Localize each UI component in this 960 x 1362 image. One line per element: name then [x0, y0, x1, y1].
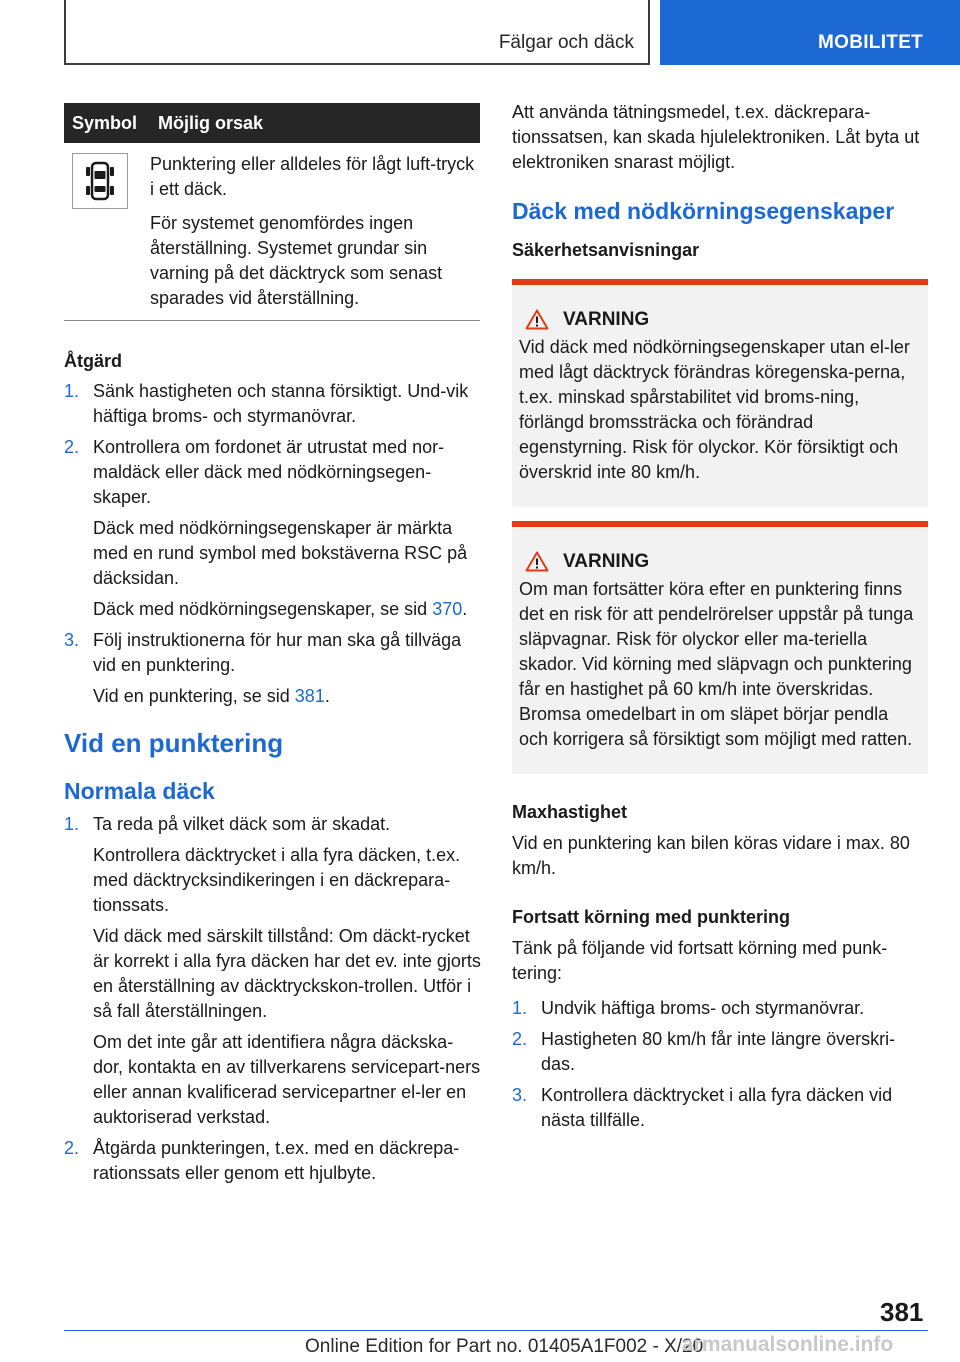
- cause-text-2: För systemet genomfördes ingen återställning. Systemet grundar sin varning på det däcktryck som senast sparades vid återställning.: [150, 213, 443, 308]
- step-text: Ta reda på vilket däck som är skadat.: [93, 814, 391, 834]
- max-speed-heading: Maxhastighet: [512, 802, 628, 822]
- list-item: [64, 1136, 482, 1186]
- table-head-symbol: Symbol: [64, 103, 150, 143]
- header-chapter-tab[interactable]: MOBILITET: [660, 0, 960, 65]
- step-text: Kontrollera om fordonet är utrustat med nor-maldäck eller däck med nödkörningsegen-skaper.: [93, 437, 445, 507]
- warning-box-1: [512, 279, 928, 507]
- page-number: 381: [880, 1297, 924, 1327]
- watermark: armanualsonline.info: [682, 1333, 894, 1356]
- flat-steps: [64, 812, 482, 1186]
- step-text: Hastigheten 80 km/h får inte längre överskri-das.: [541, 1029, 896, 1074]
- tire-pressure-car-icon: [72, 153, 128, 209]
- warning-header: [519, 549, 922, 574]
- table-head-cause: Möjlig orsak: [150, 103, 480, 143]
- step-number: 2.: [64, 1138, 80, 1158]
- page-link-370[interactable]: 370: [432, 599, 463, 619]
- step-number: 1.: [512, 998, 528, 1018]
- runflat-heading: Däck med nödkörningsegenskaper: [512, 198, 895, 224]
- continued-steps: [512, 996, 928, 1133]
- warning-triangle-icon: [525, 309, 549, 330]
- warning-label: VARNING: [563, 551, 650, 572]
- header-rule-left: [64, 0, 66, 64]
- continued-driving-heading: Fortsatt körning med punktering: [512, 907, 791, 927]
- step-number: 3.: [512, 1085, 528, 1105]
- list-item: [512, 1027, 928, 1077]
- step-number: 1.: [64, 381, 80, 401]
- cause-cell: [150, 143, 480, 321]
- header-section-title: Fälgar och däck: [498, 32, 634, 53]
- table-row: [64, 143, 480, 321]
- sealant-intro: Att använda tätningsmedel, t.ex. däckrepara-tionssatsen, kan skada hjulelektroniken. Låt byta ut elektroniken snarast möjligt.: [512, 102, 920, 172]
- ref-text: Vid en punktering, se sid: [93, 686, 295, 706]
- warning-header: [519, 307, 922, 332]
- step-text: Vid däck med särskilt tillstånd: Om däckt-rycket är korrekt i alla fyra däcken har det ev. inte gjorts en återställning av däcktryckskon-trollen. Utför i så fall återställningen.: [93, 926, 481, 1021]
- warning-triangle-icon: [525, 551, 549, 572]
- step-text: Kontrollera däcktrycket i alla fyra däcken, t.ex. med däcktrycksindikeringen i en däckrepara-tionssats.: [93, 845, 461, 915]
- list-item: [64, 812, 482, 1130]
- step-text: Sänk hastigheten och stanna försiktigt. Und-vik häftiga broms- och styrmanövrar.: [93, 381, 469, 426]
- safety-heading: Säkerhetsanvisningar: [512, 240, 700, 260]
- list-item: [64, 435, 482, 622]
- step-text: [93, 684, 482, 709]
- flat-tire-heading: Vid en punktering: [64, 728, 284, 758]
- normal-tires-heading: Normala däck: [64, 778, 215, 804]
- symbol-table: [64, 103, 480, 321]
- left-column: [64, 103, 482, 1192]
- warning-box-2: [512, 521, 928, 774]
- ref-text: .: [324, 686, 330, 706]
- step-text: Däck med nödkörningsegenskaper är märkta med en rund symbol med bokstäverna RSC på däcksidan.: [93, 518, 468, 588]
- step-text: Om det inte går att identifiera några däckska-dor, kontakta en av tillverkarens servicepart-ners eller annan kvalificerad servicepartner el-ler en auktoriserad verkstad.: [93, 1032, 481, 1127]
- step-number: 2.: [64, 437, 80, 457]
- warning-text-2: Om man fortsätter köra efter en punktering finns det en risk för att pendelrörelser uppstår på tunga släpvagnar. Risk för olyckor eller ma-teriella skador. Vid körning med släpvagn och punktering får en hastighet på 60 km/h inte överskridas. Bromsa omedelbart in om släpet börjar pendla och korrigera så försiktigt som möjligt med ratten.: [519, 579, 914, 749]
- header-rule-bottom: [64, 63, 650, 65]
- step-number: 2.: [512, 1029, 528, 1049]
- ref-text: .: [462, 599, 468, 619]
- list-item: [64, 628, 482, 709]
- action-heading: Åtgärd: [64, 351, 122, 371]
- step-text: Kontrollera däcktrycket i alla fyra däcken vid nästa tillfälle.: [541, 1085, 893, 1130]
- list-item: [512, 1083, 928, 1133]
- step-number: 3.: [64, 630, 80, 650]
- header-rule-divider: [648, 0, 650, 65]
- page-link-381[interactable]: 381: [294, 686, 325, 706]
- ref-text: Däck med nödkörningsegenskaper, se sid: [93, 599, 433, 619]
- symbol-cell: [64, 143, 150, 321]
- table-header-row: [64, 103, 480, 143]
- step-text: Undvik häftiga broms- och styrmanövrar.: [541, 998, 865, 1018]
- step-text: Åtgärda punkteringen, t.ex. med en däckrepa-rationssats eller genom ett hjulbyte.: [93, 1138, 460, 1183]
- cause-text-1: Punktering eller alldeles för lågt luft-tryck i ett däck.: [150, 154, 475, 199]
- max-speed-text: Vid en punktering kan bilen köras vidare i max. 80 km/h.: [512, 833, 910, 878]
- warning-text-1: Vid däck med nödkörningsegenskaper utan el-ler med lågt däcktryck förändras köregenska-perna, t.ex. minskad spårstabilitet vid broms-ning, förlängd bromssträcka och förändrad egenstyrning. Risk för olyckor. Kör försiktigt och överskrid inte 80 km/h.: [519, 337, 910, 482]
- list-item: [512, 996, 928, 1021]
- step-number: 1.: [64, 814, 80, 834]
- list-item: [64, 379, 482, 429]
- right-column: [512, 103, 928, 1139]
- footer-rule: [64, 1330, 928, 1331]
- action-steps: [64, 379, 482, 709]
- warning-label: VARNING: [563, 309, 650, 330]
- step-text: [93, 597, 482, 622]
- continued-driving-text: Tänk på följande vid fortsatt körning med punk-tering:: [512, 938, 888, 983]
- step-text: Följ instruktionerna för hur man ska gå tillväga vid en punktering.: [93, 630, 462, 675]
- footer-edition: Online Edition for Part no. 01405A1F002 - X/20: [305, 1336, 704, 1357]
